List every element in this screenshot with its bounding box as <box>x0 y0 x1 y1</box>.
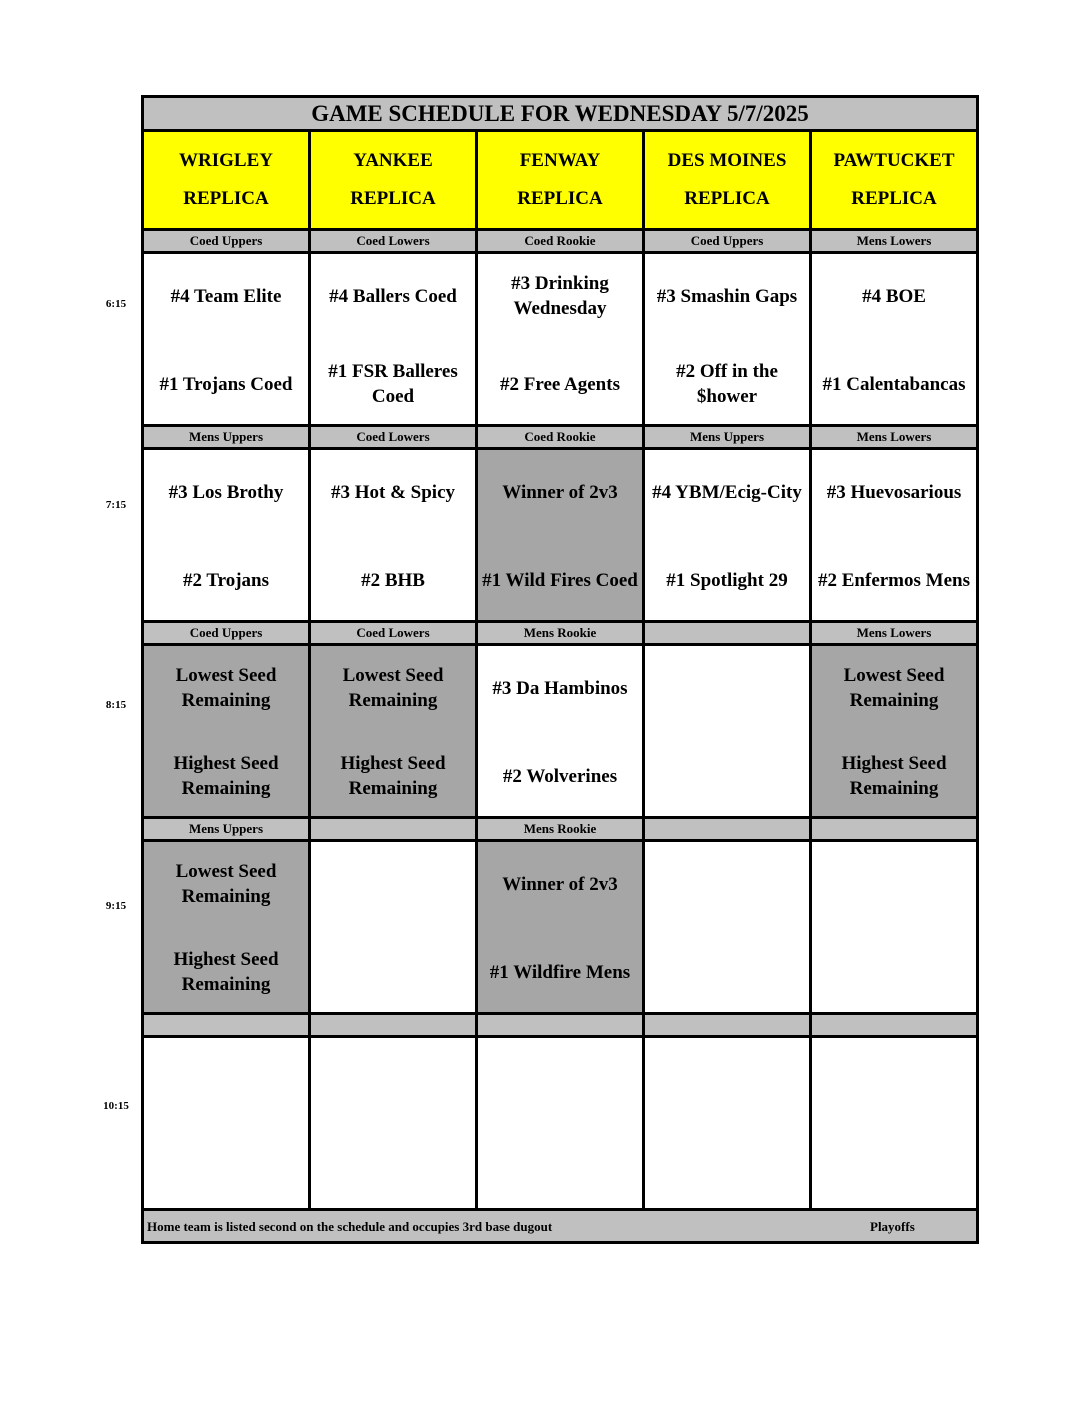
game-cell <box>811 449 978 622</box>
away-team: Winner of 2v3 <box>502 873 618 895</box>
game-cell <box>310 253 477 426</box>
field-sub: REPLICA <box>684 188 770 209</box>
home-team: #2 Free Agents <box>500 373 620 395</box>
away-team: #4 Ballers Coed <box>329 285 457 307</box>
away-team <box>814 1050 974 1110</box>
away-team: #4 YBM/Ecig-City <box>652 481 802 503</box>
home-team <box>647 1138 807 1198</box>
division-row <box>143 622 978 645</box>
footer-playoffs-tag: Playoffs <box>870 1219 915 1234</box>
away-team: #3 Huevosarious <box>826 481 962 503</box>
field-header-row <box>143 131 978 230</box>
division-label: Mens Uppers <box>644 426 811 449</box>
field-header-des-moines <box>644 131 811 230</box>
home-team: #2 Enfermos Mens <box>818 569 970 591</box>
away-team: #3 Drinking Wednesday <box>511 273 609 319</box>
game-cell <box>644 449 811 622</box>
division-label: Mens Lowers <box>811 622 978 645</box>
home-team <box>647 746 807 806</box>
home-team: #2 Off in the $hower <box>676 361 778 407</box>
division-row <box>143 1014 978 1037</box>
home-team <box>146 1138 306 1198</box>
home-team: #2 Trojans <box>182 569 270 591</box>
game-cell <box>477 645 644 818</box>
game-cell <box>310 841 477 1014</box>
division-label <box>310 818 477 841</box>
field-name: WRIGLEY <box>179 150 273 171</box>
away-team: Lowest Seed Remaining <box>843 665 945 711</box>
away-team <box>146 1050 306 1110</box>
field-name: FENWAY <box>519 150 601 171</box>
home-team: Highest Seed Remaining <box>841 753 947 799</box>
home-team: #2 Wolverines <box>502 765 618 787</box>
game-cell-playoff <box>143 841 310 1014</box>
home-team <box>647 942 807 1002</box>
home-team: #1 FSR Balleres Coed <box>328 361 458 407</box>
title-row <box>143 97 978 131</box>
game-cell <box>477 1037 644 1210</box>
division-label: Coed Uppers <box>143 622 310 645</box>
game-cell <box>143 253 310 426</box>
game-row <box>143 1037 978 1210</box>
division-label: Mens Lowers <box>811 230 978 253</box>
game-cell <box>310 449 477 622</box>
time-label-715: 7:15 <box>105 499 127 511</box>
division-label: Mens Lowers <box>811 426 978 449</box>
away-team <box>647 854 807 914</box>
home-team: Highest Seed Remaining <box>340 753 446 799</box>
home-team: #1 Calentabancas <box>822 373 966 395</box>
division-label <box>644 1014 811 1037</box>
away-team: Lowest Seed Remaining <box>175 665 277 711</box>
game-cell-playoff <box>811 645 978 818</box>
field-header-yankee <box>310 131 477 230</box>
division-label <box>644 622 811 645</box>
division-row <box>143 818 978 841</box>
division-row <box>143 426 978 449</box>
away-team: #3 Smashin Gaps <box>656 285 798 307</box>
division-label <box>811 1014 978 1037</box>
division-label: Coed Uppers <box>143 230 310 253</box>
division-label: Coed Rookie <box>477 230 644 253</box>
field-name: PAWTUCKET <box>833 150 955 171</box>
footer <box>143 1210 978 1243</box>
away-team <box>313 854 473 914</box>
away-team <box>647 658 807 718</box>
division-label <box>811 818 978 841</box>
home-team: Highest Seed Remaining <box>173 753 279 799</box>
field-sub: REPLICA <box>517 188 603 209</box>
game-cell-playoff <box>310 645 477 818</box>
home-team <box>313 942 473 1002</box>
division-label <box>143 1014 310 1037</box>
away-team: Lowest Seed Remaining <box>175 861 277 907</box>
time-label-1015: 10:15 <box>103 1100 129 1112</box>
time-label-815: 8:15 <box>105 699 127 711</box>
away-team: Winner of 2v3 <box>502 481 618 503</box>
game-cell <box>143 449 310 622</box>
game-cell <box>477 253 644 426</box>
division-label: Coed Rookie <box>477 426 644 449</box>
game-row <box>143 253 978 426</box>
away-team: #3 Los Brothy <box>168 481 284 503</box>
home-team: #1 Wildfire Mens <box>489 961 631 983</box>
game-cell <box>644 645 811 818</box>
game-row <box>143 449 978 622</box>
away-team <box>814 854 974 914</box>
schedule-table <box>141 95 979 1244</box>
division-label: Coed Lowers <box>310 622 477 645</box>
game-row <box>143 645 978 818</box>
division-label: Mens Uppers <box>143 818 310 841</box>
away-team <box>480 1050 640 1110</box>
game-cell <box>644 841 811 1014</box>
time-label-615: 6:15 <box>105 298 127 310</box>
division-label: Coed Uppers <box>644 230 811 253</box>
away-team: #3 Hot & Spicy <box>330 481 456 503</box>
field-sub: REPLICA <box>350 188 436 209</box>
game-cell-playoff <box>477 449 644 622</box>
division-label: Mens Rookie <box>477 622 644 645</box>
footer-row <box>143 1210 978 1243</box>
game-cell <box>644 1037 811 1210</box>
home-team <box>313 1138 473 1198</box>
footer-note: Home team is listed second on the schedule and occupies 3rd base dugout <box>147 1219 553 1234</box>
away-team: #4 BOE <box>862 285 926 307</box>
away-team: #3 Da Hambinos <box>492 677 628 699</box>
division-label <box>644 818 811 841</box>
division-row <box>143 230 978 253</box>
away-team: #4 Team Elite <box>170 285 282 307</box>
home-team <box>814 942 974 1002</box>
game-row <box>143 841 978 1014</box>
field-header-pawtucket <box>811 131 978 230</box>
schedule-title: GAME SCHEDULE FOR WEDNESDAY 5/7/2025 <box>143 97 978 131</box>
field-header-fenway <box>477 131 644 230</box>
away-team: Lowest Seed Remaining <box>342 665 444 711</box>
game-cell <box>143 1037 310 1210</box>
division-label: Coed Lowers <box>310 230 477 253</box>
game-cell <box>811 253 978 426</box>
home-team: #1 Spotlight 29 <box>666 569 788 591</box>
time-label-915: 9:15 <box>105 900 127 912</box>
game-cell-playoff <box>477 841 644 1014</box>
away-team <box>313 1050 473 1110</box>
game-cell <box>644 253 811 426</box>
home-team: #1 Trojans Coed <box>159 373 293 395</box>
division-label: Mens Uppers <box>143 426 310 449</box>
home-team: #2 BHB <box>361 569 425 591</box>
home-team: #1 Wild Fires Coed <box>482 569 638 591</box>
field-name: YANKEE <box>353 150 433 171</box>
field-header-wrigley <box>143 131 310 230</box>
away-team <box>647 1050 807 1110</box>
game-cell <box>811 1037 978 1210</box>
division-label <box>477 1014 644 1037</box>
home-team <box>814 1138 974 1198</box>
game-cell <box>811 841 978 1014</box>
field-sub: REPLICA <box>851 188 937 209</box>
field-name: DES MOINES <box>667 150 787 171</box>
home-team: Highest Seed Remaining <box>173 949 279 995</box>
game-cell <box>310 1037 477 1210</box>
game-cell-playoff <box>143 645 310 818</box>
division-label: Coed Lowers <box>310 426 477 449</box>
division-label <box>310 1014 477 1037</box>
field-sub: REPLICA <box>183 188 269 209</box>
division-label: Mens Rookie <box>477 818 644 841</box>
home-team <box>480 1138 640 1198</box>
